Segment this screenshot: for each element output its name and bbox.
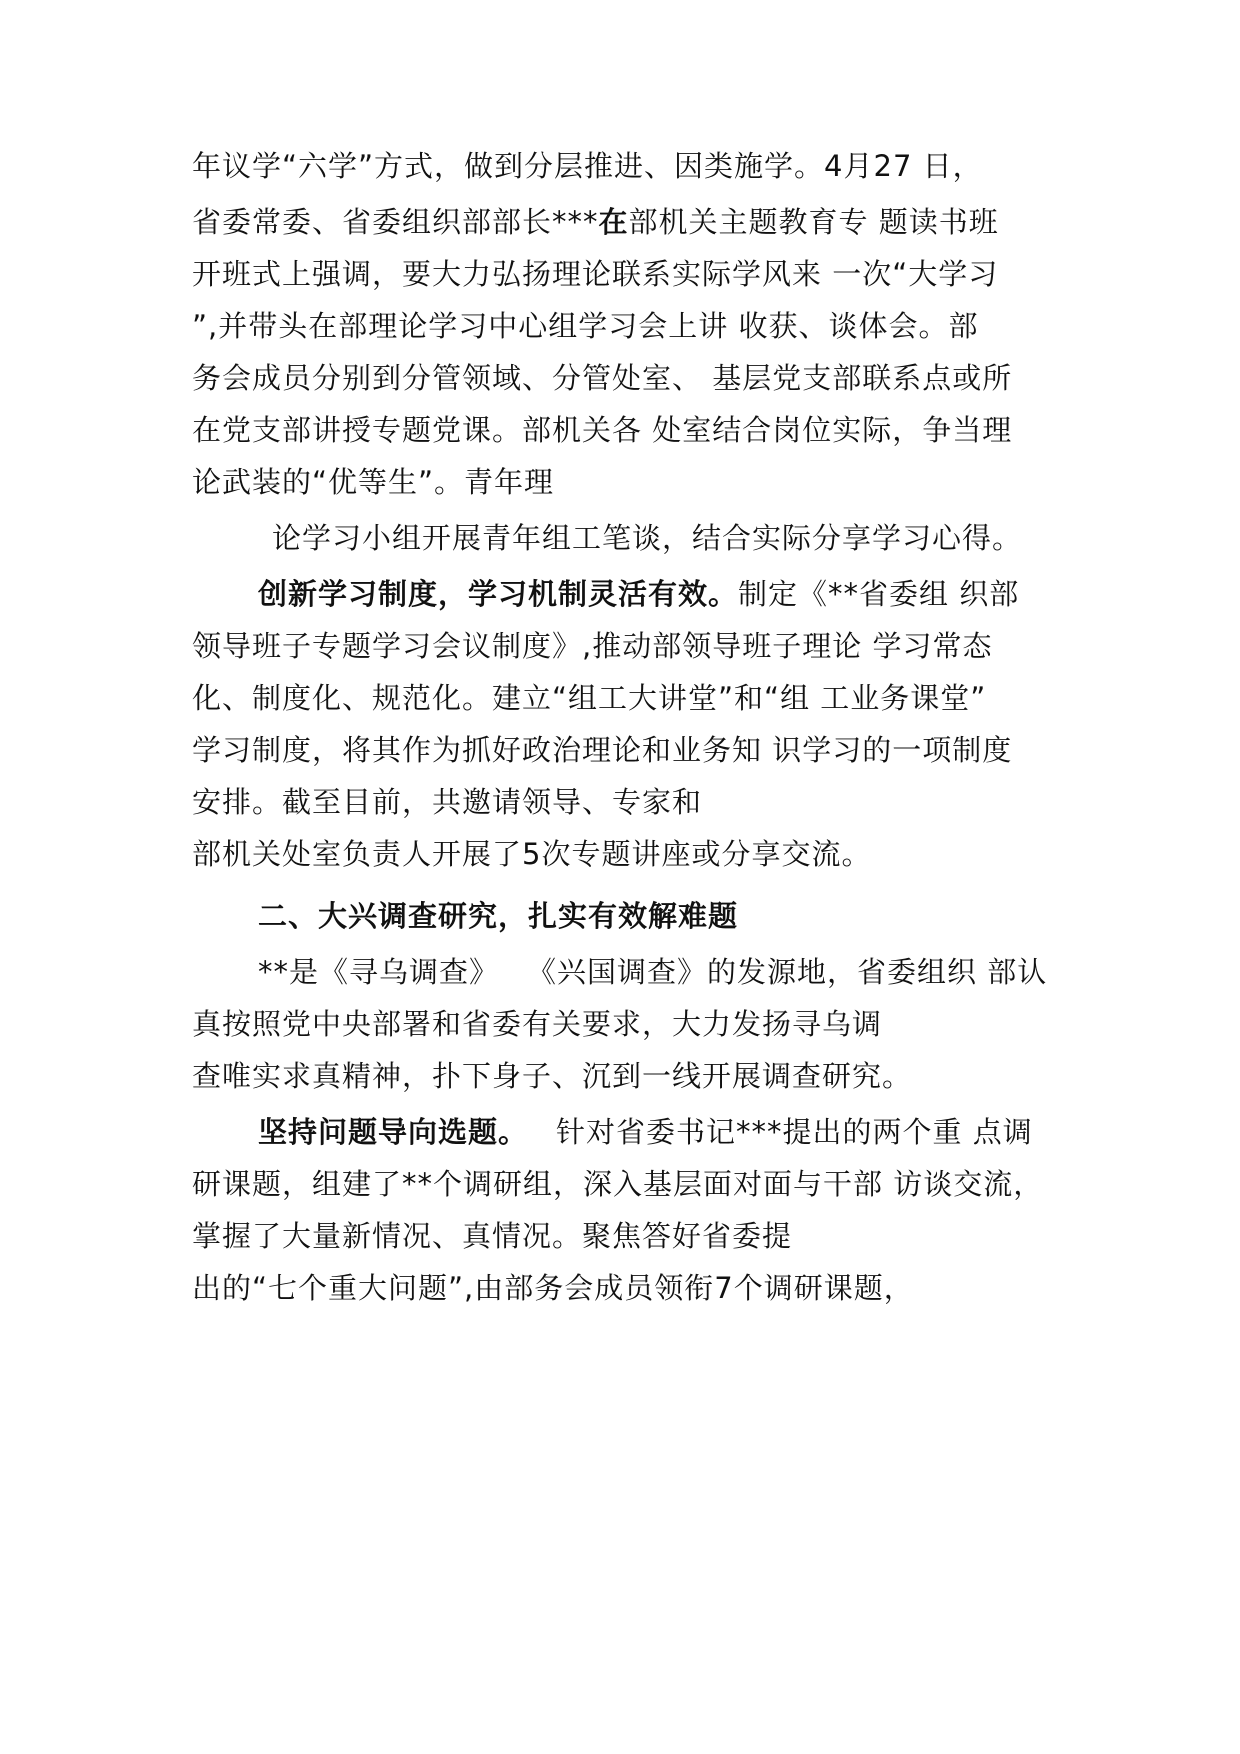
bold-text-segment: 在 (598, 205, 629, 239)
text-segment: 论武装的“优等生”。青年理 (192, 465, 555, 499)
body-line-8 (272, 518, 1022, 558)
body-line-11 (192, 730, 1012, 770)
text-segment: 研课题，组建了**个调研组，深入基层面对面与干部 访谈交流， (192, 1167, 1044, 1201)
body-line-13 (192, 834, 871, 874)
text-segment: 安排。截至目前，共邀请领导、专家和 (192, 785, 703, 819)
body-line-12 (192, 782, 702, 822)
body-line-7 (192, 462, 554, 502)
text-segment: 务会成员分别到分管领域、分管处室、 基层党支部联系点或所 (192, 361, 1013, 395)
text-segment: 领导班子专题学习会议制度》,推动部领导班子理论 学习常态 (192, 629, 993, 663)
body-line-3 (192, 254, 998, 294)
text-segment: 出的“七个重大问题”,由部务会成员领衔7个调研课题， (192, 1271, 914, 1305)
body-line-16 (192, 1056, 912, 1096)
text-segment: **是《寻乌调查》 (258, 955, 500, 989)
body-line-14 (258, 952, 1047, 992)
body-line-17 (192, 1164, 1043, 1204)
text-segment: 学习制度，将其作为抓好政治理论和业务知 识学习的一项制度 (192, 733, 1013, 767)
section-heading-innovation (258, 574, 1019, 614)
section-heading-problem (258, 1112, 1033, 1152)
bold-heading-segment: 二、大兴调查研究，扎实有效解难题 (258, 899, 739, 933)
body-line-4 (192, 306, 978, 346)
text-segment: ”,并带头在部理论学习中心组学习会上讲 收获、谈体会。部 (192, 309, 979, 343)
body-line-5 (192, 358, 1012, 398)
bold-heading-segment: 创新学习制度，学习机制灵活有效。 (258, 577, 739, 611)
text-segment: 《兴国调查》的发源地，省委组织 部认 (527, 955, 1048, 989)
body-line-19 (192, 1268, 914, 1308)
text-segment: 部机关主题教育专 题读书班 (628, 205, 999, 239)
body-line-18 (192, 1216, 792, 1256)
body-line-15 (192, 1004, 882, 1044)
bold-heading-segment: 坚持问题导向选题。 (258, 1115, 529, 1149)
body-line-1 (192, 146, 983, 186)
text-segment: 年议学“六学”方式，做到分层推进、因类施学。4月27 日， (192, 149, 983, 183)
body-line-2 (192, 202, 999, 242)
body-line-9 (192, 626, 992, 666)
section-heading-research (258, 896, 738, 936)
body-line-6 (192, 410, 1012, 450)
body-line-10 (192, 678, 986, 718)
text-segment: 针对省委书记***提出的两个重 点调 (556, 1115, 1033, 1149)
text-segment: 开班式上强调，要大力弘扬理论联系实际学风来 一次“大学习 (192, 257, 999, 291)
text-segment: 真按照党中央部署和省委有关要求，大力发扬寻乌调 (192, 1007, 883, 1041)
text-segment: 部机关处室负责人开展了5次专题讲座或分享交流。 (192, 837, 872, 871)
text-segment: 查唯实求真精神，扑下身子、沉到一线开展调查研究。 (192, 1059, 913, 1093)
text-segment: 掌握了大量新情况、真情况。聚焦答好省委提 (192, 1219, 793, 1253)
text-segment: 在党支部讲授专题党课。部机关各 处室结合岗位实际，争当理 (192, 413, 1013, 447)
text-segment: 制定《**省委组 织部 (738, 577, 1020, 611)
text-segment: 论学习小组开展青年组工笔谈，结合实际分享学习心得。 (272, 521, 1023, 555)
text-segment: 化、制度化、规范化。建立“组工大讲堂”和“组 工业务课堂” (192, 681, 987, 715)
text-segment: 省委常委、省委组织部部长*** (192, 205, 599, 239)
